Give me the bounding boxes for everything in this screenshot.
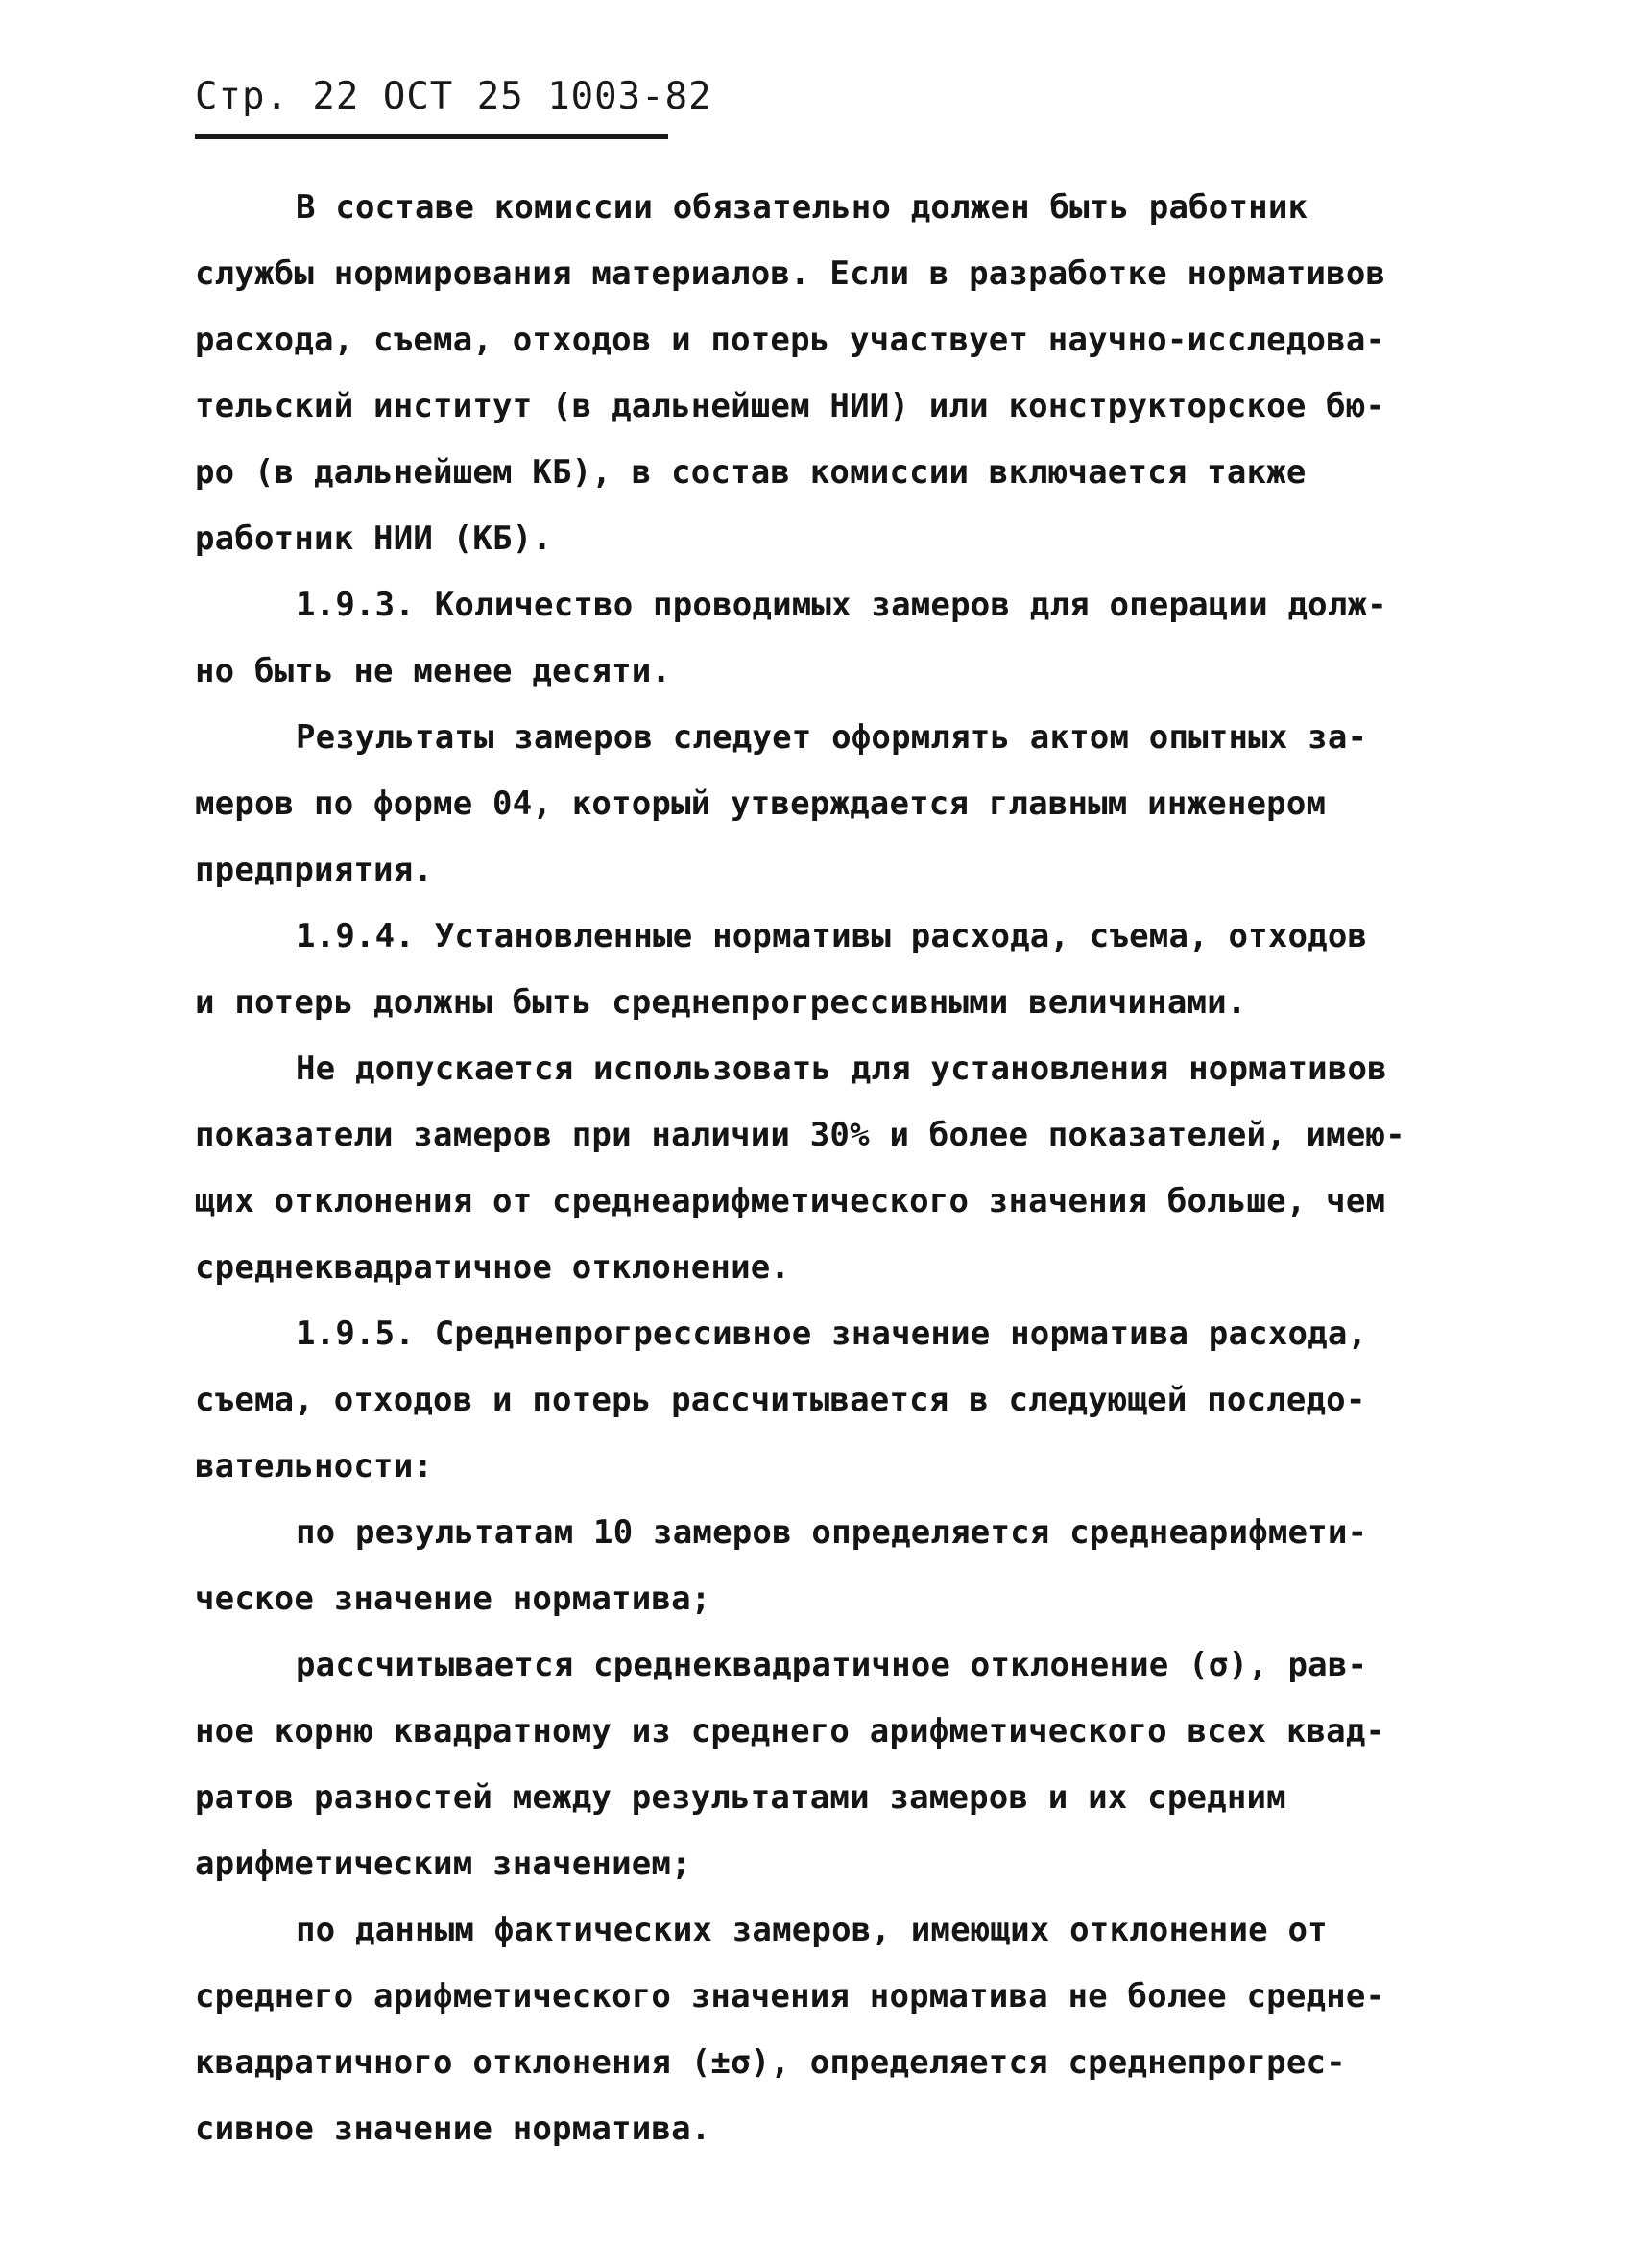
header-underline [195, 134, 668, 139]
text-line: ро (в дальнейшем КБ), в состав комиссии включается также [195, 453, 1307, 492]
section-heading-1-9-3: 1.9.3. Количество проводимых замеров для операции долж- [296, 586, 1387, 624]
text-line: квадратичного отклонения (±σ), определяется среднепрогрес- [195, 2043, 1346, 2082]
text-line: съема, отходов и потерь рассчитывается в следующей последо- [195, 1381, 1366, 1419]
section-heading-1-9-4: 1.9.4. Установленные нормативы расхода, съема, отходов [296, 917, 1368, 955]
text-line: работник НИИ (КБ). [195, 519, 553, 558]
text-line: среднего арифметического значения норматива не более средне- [195, 1977, 1386, 2015]
text-line: предприятия. [195, 851, 434, 889]
text-line: Результаты замеров следует оформлять актом опытных за- [296, 718, 1368, 757]
text-line: по данным фактических замеров, имеющих отклонение от [296, 1911, 1328, 1949]
text-line: тельский институт (в дальнейшем НИИ) или конструкторское бю- [195, 387, 1386, 425]
text-line: службы нормирования материалов. Если в разработке нормативов [195, 254, 1386, 293]
text-line: В составе комиссии обязательно должен быть работник [296, 188, 1308, 227]
text-line: среднеквадратичное отклонение. [195, 1248, 791, 1287]
text-line: рассчитывается среднеквадратичное отклонение (σ), рав- [296, 1646, 1368, 1684]
text-line: ческое значение норматива; [195, 1580, 711, 1618]
text-line: по результатам 10 замеров определяется среднеарифмети- [296, 1513, 1368, 1552]
text-line: расхода, съема, отходов и потерь участвует научно-исследова- [195, 321, 1386, 359]
text-line: сивное значение норматива. [195, 2110, 711, 2148]
document-body [195, 175, 1443, 2162]
section-heading-1-9-5: 1.9.5. Среднепрогрессивное значение норматива расхода, [296, 1315, 1368, 1353]
text-line: но быть не менее десяти. [195, 652, 672, 690]
text-line: вательности: [195, 1447, 434, 1485]
text-line: ное корню квадратному из среднего арифметического всех квад- [195, 1712, 1386, 1750]
text-line: показатели замеров при наличии 30% и более показателей, имею- [195, 1116, 1405, 1154]
text-line: Не допускается использовать для установления нормативов [296, 1050, 1387, 1088]
text-line: меров по форме 04, который утверждается главным инженером [195, 784, 1327, 823]
text-line: и потерь должны быть среднепрогрессивными величинами. [195, 983, 1247, 1022]
text-line: арифметическим значением; [195, 1845, 691, 1883]
text-line: ратов разностей между результатами замеров и их средним [195, 1778, 1286, 1817]
page-header: Стр. 22 ОСТ 25 1003-82 [195, 75, 712, 118]
text-line: щих отклонения от среднеарифметического значения больше, чем [195, 1182, 1386, 1220]
